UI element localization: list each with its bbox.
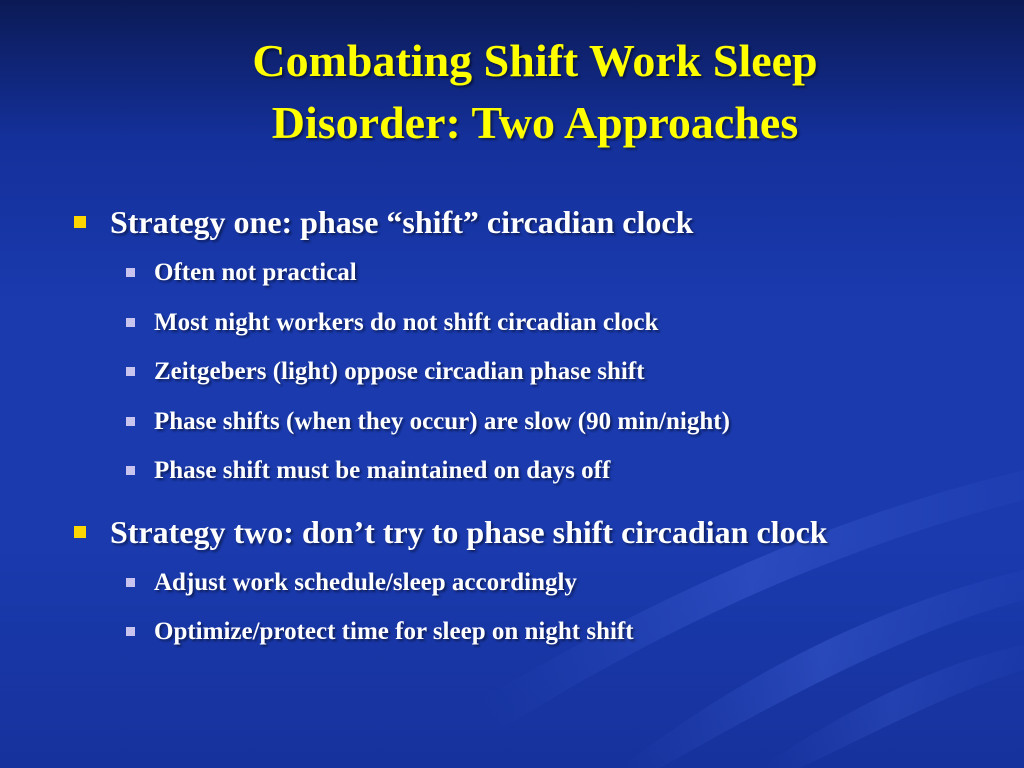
strategy-one-item <box>68 196 1008 248</box>
sub-bullet-text: Phase shifts (when they occur) are slow (90 min/night) <box>154 407 730 435</box>
square-bullet-icon <box>126 627 135 636</box>
square-bullet-icon <box>74 216 86 228</box>
square-bullet-icon <box>126 268 135 277</box>
sub-bullet-item <box>68 347 1008 397</box>
square-bullet-icon <box>126 367 135 376</box>
square-bullet-icon <box>126 318 135 327</box>
title-line-2: Disorder: Two Approaches <box>271 97 799 148</box>
sub-bullet-item <box>68 558 1008 608</box>
square-bullet-icon <box>126 578 135 587</box>
sub-bullet-item <box>68 397 1008 447</box>
sub-bullet-text: Most night workers do not shift circadian clock <box>154 308 659 336</box>
sub-bullet-text: Phase shift must be maintained on days off <box>154 457 611 484</box>
strategy-two-item <box>68 506 1008 558</box>
spacer <box>68 496 1008 506</box>
sub-bullet-text: Optimize/protect time for sleep on night shift <box>154 618 634 645</box>
sub-bullet-item <box>68 298 1008 348</box>
sub-bullet-item <box>68 248 1008 298</box>
square-bullet-icon <box>126 466 135 475</box>
square-bullet-icon <box>74 526 86 538</box>
title-line-1: Combating Shift Work Sleep <box>252 35 818 86</box>
strategy-one-label: Strategy one: phase “shift” circadian clock <box>110 204 694 240</box>
sub-bullet-text: Often not practical <box>154 259 357 286</box>
sub-bullet-text: Adjust work schedule/sleep accordingly <box>154 568 577 596</box>
strategy-two-label: Strategy two: don’t try to phase shift circadian clock <box>110 513 828 550</box>
slide-title <box>60 30 1010 154</box>
square-bullet-icon <box>126 417 135 426</box>
sub-bullet-item <box>68 607 1008 657</box>
sub-bullet-text: Zeitgebers (light) oppose circadian phase shift <box>154 358 645 385</box>
sub-bullet-item <box>68 446 1008 496</box>
bullet-list <box>68 196 1008 657</box>
